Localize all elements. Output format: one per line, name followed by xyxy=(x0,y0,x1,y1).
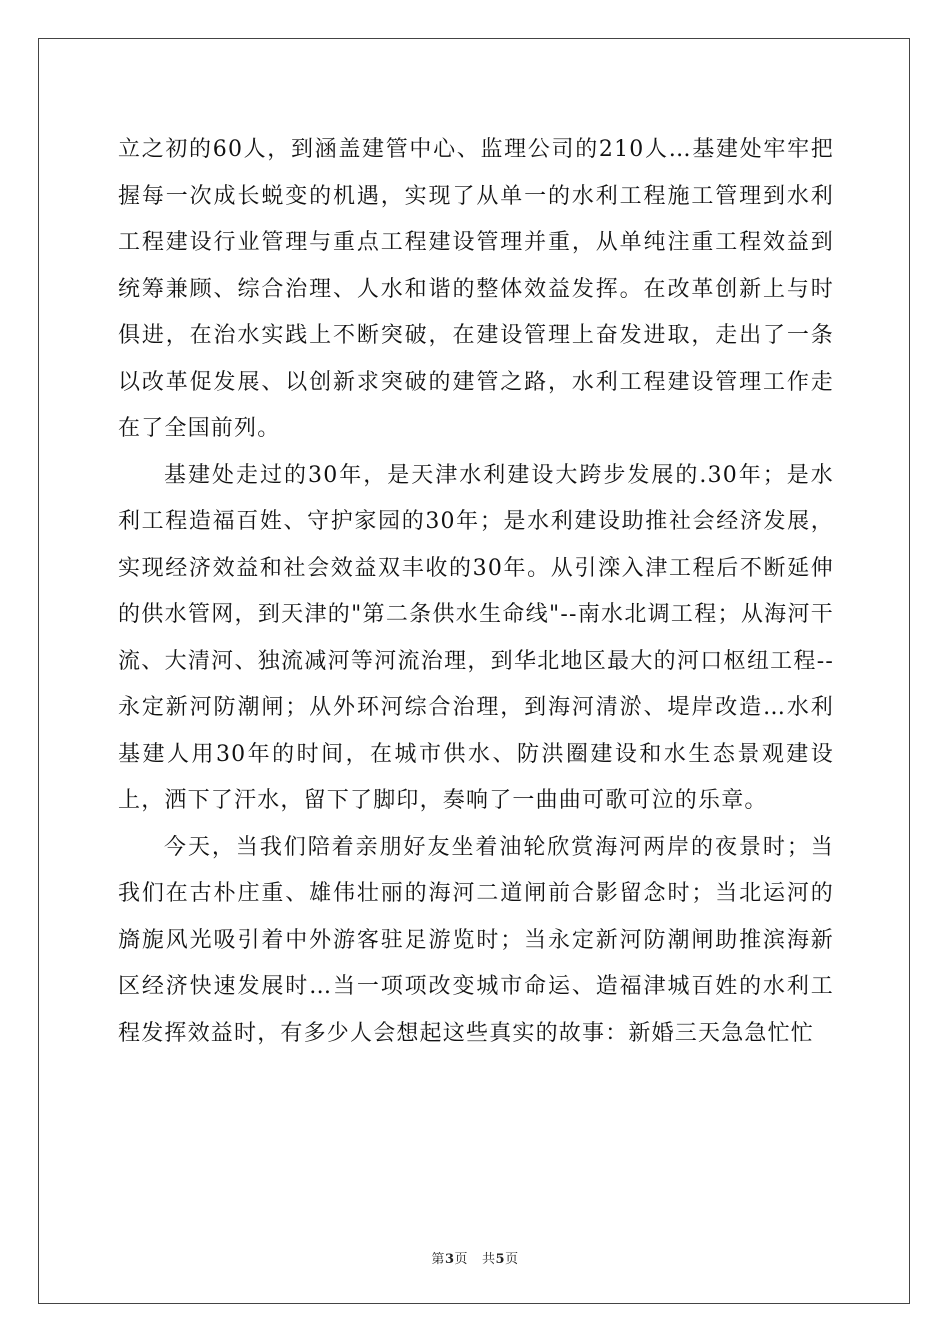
total-pages: 5 xyxy=(495,1252,506,1267)
document-body xyxy=(118,127,834,1057)
total-prefix: 共 xyxy=(482,1252,496,1267)
page-prefix: 第 xyxy=(431,1252,445,1267)
paragraph-2: 基建处走过的30年，是天津水利建设大跨步发展的.30年；是水利工程造福百姓、守护家园的30年；是水利建设助推社会经济发展，实现经济效益和社会效益双丰收的30年。从引滦入津工程后不断延伸的供水管网，到天津的"第二条供水生命线"--南水北调工程；从海河干流、大清河、独流减河等河流治理，到华北地区最大的河口枢纽工程--永定新河防潮闸；从外环河综合治理，到海河清淤、堤岸改造…水利基建人用30年的时间，在城市供水、防洪圈建设和水生态景观建设上，洒下了汗水，留下了脚印，奏响了一曲曲可歌可泣的乐章。 xyxy=(118,462,834,813)
page-suffix: 页 xyxy=(454,1252,468,1267)
paragraph-3: 今天，当我们陪着亲朋好友坐着油轮欣赏海河两岸的夜景时；当我们在古朴庄重、雄伟壮丽的海河二道闸前合影留念时；当北运河的旖旎风光吸引着中外游客驻足游览时；当永定新河防潮闸助推滨海新区经济快速发展时…当一项项改变城市命运、造福津城百姓的水利工程发挥效益时，有多少人会想起这些真实的故事：新婚三天急急忙忙 xyxy=(118,834,834,1046)
total-suffix: 页 xyxy=(505,1252,519,1267)
page-number: 3 xyxy=(444,1252,455,1267)
paragraph-1: 立之初的60人，到涵盖建管中心、监理公司的210人…基建处牢牢把握每一次成长蜕变的机遇，实现了从单一的水利工程施工管理到水利工程建设行业管理与重点工程建设管理并重，从单纯注重工程效益到统筹兼顾、综合治理、人水和谐的整体效益发挥。在改革创新上与时俱进，在治水实践上不断突破，在建设管理上奋发进取，走出了一条以改革促发展、以创新求突破的建管之路，水利工程建设管理工作走在了全国前列。 xyxy=(118,137,834,441)
page-footer xyxy=(0,1248,950,1267)
